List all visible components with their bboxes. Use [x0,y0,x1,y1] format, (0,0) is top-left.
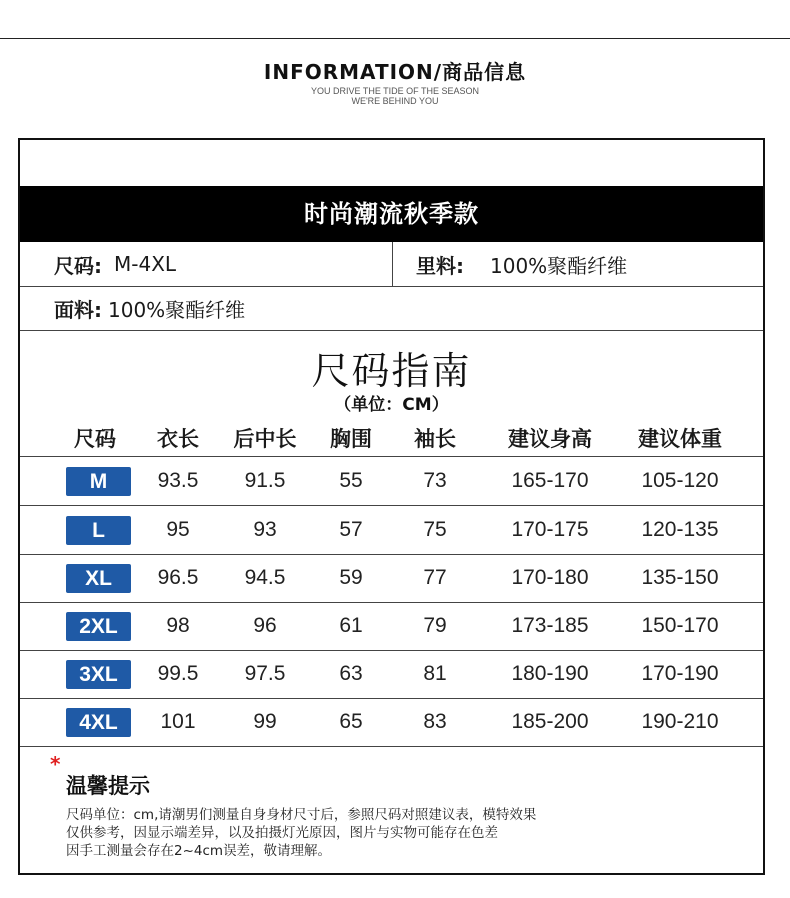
cell-height: 170-180 [511,566,589,589]
cell-weight: 170-190 [641,662,719,685]
asterisk-icon: * [50,752,61,776]
size-guide-title: 尺码指南 [311,349,472,393]
cell-length: 99.5 [157,662,199,685]
cell-back-length: 96 [253,614,277,637]
tips-line: 因手工测量会存在2~4cm误差，敬请理解。 [66,843,332,859]
cell-sleeve: 81 [423,662,447,685]
cell-length: 96.5 [157,566,199,589]
size-range-value: M-4XL [114,252,177,276]
size-badge: XL [66,564,131,593]
size-badge: 4XL [66,708,131,737]
size-badge: 3XL [66,660,131,689]
size-range-label: 尺码: [54,253,102,278]
header-sleeve: 袖长 [414,427,456,451]
cell-chest: 55 [339,469,363,492]
cell-chest: 59 [339,566,363,589]
cell-back-length: 99 [253,710,277,733]
cell-sleeve: 83 [423,710,447,733]
size-guide-unit: （单位：CM） [334,395,449,415]
size-badge: M [66,467,131,496]
cell-length: 101 [160,710,196,733]
table-row [20,698,763,747]
fabric-field [54,286,245,330]
fabric-value: 100%聚酯纤维 [108,297,246,322]
lining-value: 100%聚酯纤维 [490,253,628,278]
header-size: 尺码 [74,427,116,451]
cell-weight: 190-210 [641,710,719,733]
header-weight: 建议体重 [638,427,722,451]
page-subtitle [0,86,790,106]
table-row [20,457,763,506]
tips-title: 温馨提示 [66,774,150,798]
cell-height: 173-185 [511,614,589,637]
cell-height: 185-200 [511,710,589,733]
cell-weight: 135-150 [641,566,719,589]
header-chest: 胸围 [330,427,372,451]
column-divider [392,242,393,286]
cell-chest: 65 [339,710,363,733]
header-length: 衣长 [157,427,199,451]
cell-length: 98 [166,614,190,637]
size-badge: L [66,516,131,545]
cell-back-length: 97.5 [244,662,286,685]
size-info-panel [18,138,765,875]
subtitle-line: YOU DRIVE THE TIDE OF THE SEASON [310,86,480,96]
lining-field [416,242,627,286]
table-row [20,554,763,603]
cell-sleeve: 79 [423,614,447,637]
subtitle-line: WE'RE BEHIND YOU [351,96,439,106]
tips-line: 尺码单位：cm,请潮男们测量自身身材尺寸后，参照尺码对照建议表，模特效果 [66,807,537,823]
cell-length: 93.5 [157,469,199,492]
table-row [20,506,763,555]
cell-back-length: 91.5 [244,469,286,492]
cell-sleeve: 73 [423,469,447,492]
header-back-length: 后中长 [233,427,297,451]
cell-back-length: 93 [253,518,277,541]
cell-weight: 105-120 [641,469,719,492]
cell-weight: 120-135 [641,518,719,541]
cell-sleeve: 75 [423,518,447,541]
fabric-label: 面料: [54,297,102,322]
cell-height: 170-175 [511,518,589,541]
size-range-field [54,242,176,286]
cell-weight: 150-170 [641,614,719,637]
cell-length: 95 [166,518,190,541]
table-row [20,602,763,651]
season-banner: 时尚潮流秋季款 [20,186,763,242]
cell-chest: 57 [339,518,363,541]
tips-body [66,806,726,860]
top-divider [0,38,790,39]
info-row-size-lining [20,242,763,287]
info-row-fabric [20,286,763,331]
cell-height: 165-170 [511,469,589,492]
page-title: INFORMATION/商品信息 [263,60,527,84]
cell-chest: 61 [339,614,363,637]
cell-chest: 63 [339,662,363,685]
cell-back-length: 94.5 [244,566,286,589]
lining-label: 里料: [416,253,464,278]
size-badge: 2XL [66,612,131,641]
table-row [20,650,763,699]
header-height: 建议身高 [508,427,592,451]
cell-sleeve: 77 [423,566,447,589]
cell-height: 180-190 [511,662,589,685]
tips-line: 仅供参考，因显示端差异，以及拍摄灯光原因，图片与实物可能存在色差 [66,825,498,841]
